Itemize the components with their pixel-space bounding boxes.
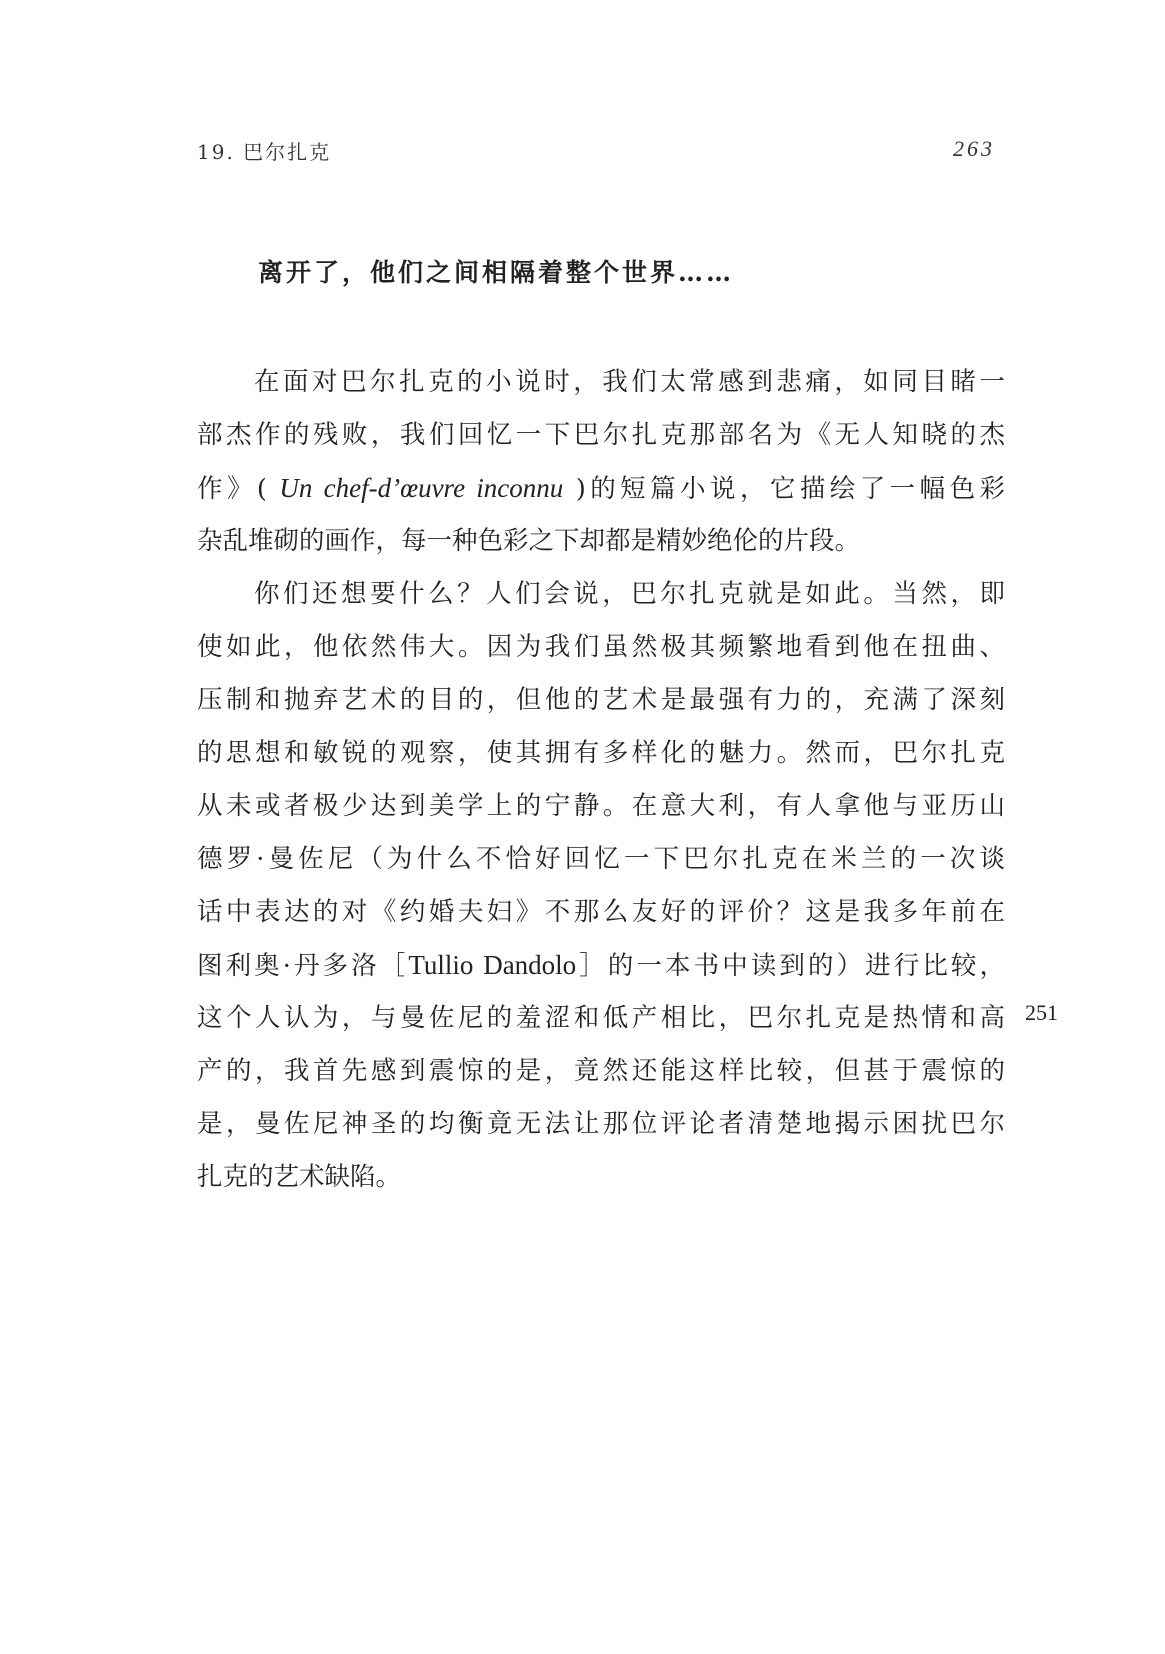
- text-line: 产的，我首先感到震惊的是，竟然还能这样比较，但甚于震惊的: [197, 1056, 1005, 1086]
- text-line: 在面对巴尔扎克的小说时，我们太常感到悲痛，如同目睹一: [254, 367, 1005, 397]
- text-line: 你们还想要什么？人们会说，巴尔扎克就是如此。当然，即: [254, 579, 1005, 609]
- text-line: 话中表达的对《约婚夫妇》不那么友好的评价？这是我多年前在: [197, 897, 1005, 927]
- text-line: 扎克的艺术缺陷。: [197, 1162, 402, 1192]
- text-line: 这个人认为，与曼佐尼的羞涩和低产相比，巴尔扎克是热情和高: [197, 1003, 1005, 1033]
- body-text: [197, 356, 1005, 1204]
- text-line: 从未或者极少达到美学上的宁静。在意大利，有人拿他与亚历山: [197, 791, 1005, 821]
- text-fragment: ］的一本书中读到的）进行比较，: [576, 951, 1005, 981]
- latin-name: Tullio Dandolo: [408, 950, 577, 980]
- text-line: 使如此，他依然伟大。因为我们虽然极其频繁地看到他在扭曲、: [197, 632, 1005, 662]
- text-line: 压制和抛弃艺术的目的，但他的艺术是最强有力的，充满了深刻: [197, 685, 1005, 715]
- text-line: 的思想和敏锐的观察，使其拥有多样化的魅力。然而，巴尔扎克: [197, 738, 1005, 768]
- text-line: 杂乱堆砌的画作，每一种色彩之下却都是精妙绝伦的片段。: [197, 526, 861, 556]
- text-fragment: 图利奥·丹多洛［: [197, 951, 409, 981]
- text-line: 是，曼佐尼神圣的均衡竟无法让那位评论者清楚地揭示困扰巴尔: [197, 1109, 1005, 1139]
- running-head: 19. 巴尔扎克: [197, 140, 332, 164]
- text-line: [197, 939, 1005, 992]
- text-fragment: )的短篇小说，它描绘了一幅色彩: [575, 474, 1006, 504]
- margin-page-reference: 251: [1025, 1000, 1058, 1025]
- lead-line: 离开了，他们之间相隔着整个世界……: [258, 258, 735, 287]
- book-title: Un chef-d’œuvre inconnu: [279, 473, 564, 503]
- page-number: 263: [953, 136, 995, 161]
- text-line: 德罗·曼佐尼（为什么不恰好回忆一下巴尔扎克在米兰的一次谈: [197, 844, 1005, 874]
- text-line: 部杰作的残败，我们回忆一下巴尔扎克那部名为《无人知晓的杰: [197, 420, 1005, 450]
- text-fragment: 作》(: [197, 474, 267, 504]
- text-line: [197, 462, 1005, 515]
